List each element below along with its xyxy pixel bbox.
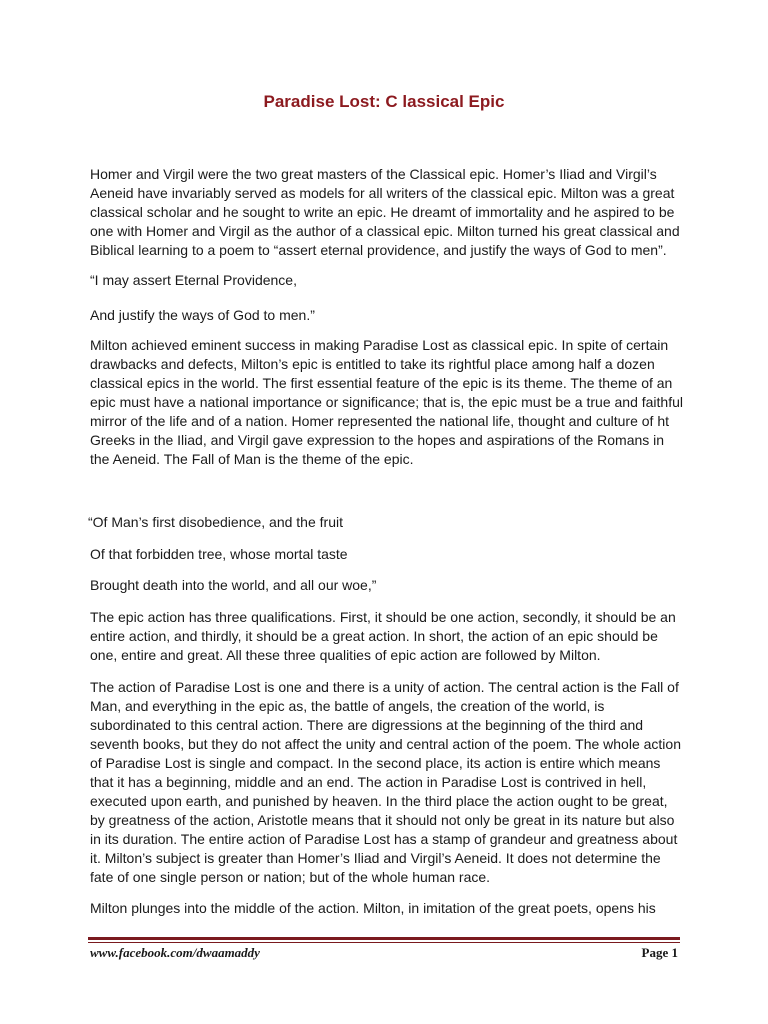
paragraph-5: Milton plunges into the middle of the action. Milton, in imitation of the great poets, opens his: [90, 900, 656, 916]
paragraph-4: The action of Paradise Lost is one and there is a unity of action. The central action is the Fall of Man, and everything in the epic as, the battle of angels, the creation of the world, is subordinated to this central action. There are digressions at the beginning of the third and seventh books, but they do not affect the unity and central action of the poem. The whole action of Paradise Lost is single and compact. In the second place, its action is entire which means that it has a beginning, middle and an end. The action in Paradise Lost is contrived in hell, executed upon earth, and punished by heaven. In the third place the action ought to be great, by greatness of the action, Aristotle means that it should not only be great in its nature but also in its duration. The entire action of Paradise Lost has a stamp of grandeur and greatness about it. Milton’s subject is greater than Homer’s Iliad and Virgil’s Aeneid. It does not determine the fate of one single person or nation; but of the whole human race.: [90, 679, 681, 885]
page-number: Page 1: [641, 945, 678, 960]
footer-divider: [88, 937, 680, 940]
page-title: Paradise Lost: C lassical Epic: [263, 92, 505, 111]
footer-url-link[interactable]: www.facebook.com/dwaamaddy: [90, 945, 260, 960]
paragraph-2: Milton achieved eminent success in making Paradise Lost as classical epic. In spite of certain drawbacks and defects, Milton’s epic is entitled to take its rightful place among half a dozen classical epics in the world. The first essential feature of the epic is its theme. The theme of an epic must have a national importance or significance; that is, the epic must be a true and faithful mirror of the life and of a nation. Homer represented the national life, thought and culture of ht Greeks in the Iliad, and Virgil gave expression to the hopes and aspirations of the Romans in the Aeneid. The Fall of Man is the theme of the epic.: [90, 337, 683, 467]
paragraph-1: Homer and Virgil were the two great masters of the Classical epic. Homer’s Iliad and Virgil’s Aeneid have invariably served as models for all writers of the classical epic. Milton was a great classical scholar and he sought to write an epic. He dreamt of immortality and he aspired to be one with Homer and Virgil as the author of a classical epic. Milton turned his great classical and Biblical learning to a poem to “assert eternal providence, and justify the ways of God to men”.: [90, 166, 680, 258]
footer-divider-thin: [88, 942, 680, 943]
verse-1-line-2: And justify the ways of God to men.”: [90, 307, 315, 323]
paragraph-3: The epic action has three qualifications. First, it should be one action, secondly, it should be an entire action, and thirdly, it should be a great action. In short, the action of an epic should be one, entire and great. All these three qualities of epic action are followed by Milton.: [90, 609, 676, 663]
verse-2-line-3: Brought death into the world, and all our woe,”: [90, 577, 377, 593]
verse-2-line-1: “Of Man’s first disobedience, and the fruit: [88, 514, 343, 530]
verse-1-line-1: “I may assert Eternal Providence,: [90, 272, 297, 288]
verse-2-line-2: Of that forbidden tree, whose mortal taste: [90, 546, 348, 562]
